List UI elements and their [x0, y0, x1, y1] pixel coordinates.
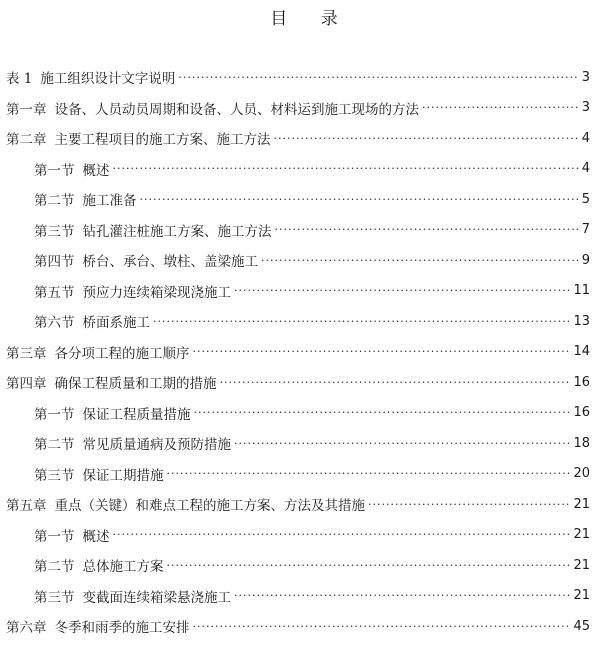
toc-entry-label	[6, 616, 190, 636]
toc-entry-number: 第五章	[6, 498, 47, 515]
toc-section-entry[interactable]	[0, 459, 608, 490]
toc-entry-title: 施工组织设计文字说明	[40, 71, 176, 88]
toc-page-number: 21	[573, 527, 590, 543]
toc-dot-leader	[153, 316, 570, 327]
toc-entry-number: 第二节	[34, 437, 75, 454]
toc-dot-leader	[275, 224, 579, 235]
toc-entry-title: 施工准备	[82, 193, 137, 210]
toc-dot-leader	[261, 255, 579, 266]
toc-entry-number: 第二节	[34, 559, 75, 576]
toc-section-entry[interactable]	[0, 581, 608, 612]
toc-entry-label	[34, 586, 231, 606]
toc-page-number: 21	[573, 496, 590, 512]
toc-entry-label	[34, 159, 110, 179]
toc-entry-label	[6, 494, 365, 514]
toc-entry-number: 第四章	[6, 376, 47, 393]
toc-entry-label	[34, 189, 137, 209]
toc-entry-title: 变截面连续箱梁悬浇施工	[82, 589, 231, 606]
toc-entry-number: 第二节	[34, 193, 75, 210]
toc-dot-leader	[422, 102, 579, 113]
toc-dot-leader	[167, 468, 571, 479]
table-of-contents	[0, 62, 608, 642]
toc-page-number: 18	[573, 435, 590, 451]
toc-entry-label	[34, 464, 164, 484]
toc-entry-label	[34, 555, 164, 575]
toc-entry-title: 主要工程项目的施工方案、施工方法	[54, 132, 271, 149]
toc-entry-title: 保证工期措施	[82, 467, 164, 484]
toc-dot-leader	[194, 407, 571, 418]
toc-entry-title: 概述	[82, 528, 110, 545]
toc-entry-title: 保证工程质量措施	[82, 406, 191, 423]
toc-entry-label	[34, 311, 150, 331]
toc-entry-label	[34, 403, 191, 423]
toc-entry-label	[34, 433, 231, 453]
toc-dot-leader	[274, 133, 579, 144]
toc-entry-title: 总体施工方案	[82, 559, 164, 576]
toc-entry-number: 表 1	[6, 71, 33, 88]
toc-entry-title: 确保工程质量和工期的措施	[54, 376, 217, 393]
toc-page-number: 16	[573, 405, 590, 421]
toc-section-entry[interactable]	[0, 154, 608, 185]
toc-entry-title: 设备、人员动员周期和设备、人员、材料运到施工现场的方法	[54, 101, 419, 118]
toc-page-number: 21	[573, 557, 590, 573]
toc-section-entry[interactable]	[0, 306, 608, 337]
toc-dot-leader	[234, 438, 570, 449]
toc-entry-number: 第四节	[34, 254, 75, 271]
toc-chapter-entry[interactable]	[0, 62, 608, 93]
toc-chapter-entry[interactable]	[0, 337, 608, 368]
toc-dot-leader	[220, 377, 571, 388]
toc-page-number: 11	[573, 283, 590, 299]
toc-dot-leader	[193, 346, 571, 357]
toc-page-number: 5	[581, 191, 590, 207]
toc-chapter-entry[interactable]	[0, 489, 608, 520]
toc-chapter-entry[interactable]	[0, 611, 608, 642]
toc-entry-title: 常见质量通病及预防措施	[82, 437, 231, 454]
toc-dot-leader	[368, 499, 570, 510]
toc-section-entry[interactable]	[0, 276, 608, 307]
toc-entry-title: 桥台、承台、墩柱、盖梁施工	[82, 254, 258, 271]
toc-section-entry[interactable]	[0, 245, 608, 276]
toc-page-number: 13	[573, 313, 590, 329]
toc-entry-number: 第一节	[34, 162, 75, 179]
toc-page-number: 9	[581, 252, 590, 268]
toc-entry-label	[34, 220, 272, 240]
toc-dot-leader	[193, 621, 571, 632]
toc-page-number: 3	[581, 100, 590, 116]
toc-entry-number: 第二章	[6, 132, 47, 149]
toc-entry-number: 第六章	[6, 620, 47, 637]
toc-entry-title: 重点（关键）和难点工程的施工方案、方法及其措施	[54, 498, 365, 515]
toc-entry-number: 第三节	[34, 223, 75, 240]
toc-dot-leader	[113, 529, 571, 540]
toc-page-number: 3	[581, 69, 590, 85]
toc-entry-title: 预应力连续箱梁现浇施工	[82, 284, 231, 301]
toc-dot-leader	[113, 163, 579, 174]
toc-page-number: 4	[581, 161, 590, 177]
toc-entry-label	[34, 281, 231, 301]
toc-section-entry[interactable]	[0, 550, 608, 581]
toc-page-number: 16	[573, 374, 590, 390]
toc-entry-number: 第三节	[34, 589, 75, 606]
toc-entry-number: 第六节	[34, 315, 75, 332]
toc-entry-label	[34, 525, 110, 545]
toc-dot-leader	[178, 72, 578, 83]
toc-entry-number: 第三节	[34, 467, 75, 484]
toc-dot-leader	[140, 194, 579, 205]
toc-section-entry[interactable]	[0, 428, 608, 459]
toc-dot-leader	[167, 560, 571, 571]
toc-entry-title: 各分项工程的施工顺序	[54, 345, 190, 362]
toc-entry-label	[6, 128, 271, 148]
toc-chapter-entry[interactable]	[0, 123, 608, 154]
toc-entry-number: 第一节	[34, 528, 75, 545]
toc-entry-number: 第一章	[6, 101, 47, 118]
toc-section-entry[interactable]	[0, 184, 608, 215]
toc-page-number: 20	[573, 466, 590, 482]
toc-page-number: 14	[573, 344, 590, 360]
toc-chapter-entry[interactable]	[0, 367, 608, 398]
toc-page-number: 21	[573, 588, 590, 604]
toc-entry-number: 第五节	[34, 284, 75, 301]
toc-entry-label	[6, 67, 175, 87]
toc-chapter-entry[interactable]	[0, 93, 608, 124]
toc-entry-title: 冬季和雨季的施工安排	[54, 620, 190, 637]
toc-entry-number: 第三章	[6, 345, 47, 362]
toc-entry-title: 概述	[82, 162, 110, 179]
page-title: 目 录	[270, 9, 352, 29]
toc-page-number: 7	[581, 222, 590, 238]
toc-dot-leader	[234, 285, 570, 296]
toc-page-number: 4	[581, 130, 590, 146]
toc-entry-label	[6, 372, 217, 392]
toc-section-entry[interactable]	[0, 520, 608, 551]
toc-entry-number: 第一节	[34, 406, 75, 423]
toc-entry-label	[6, 342, 190, 362]
toc-dot-leader	[234, 590, 570, 601]
toc-entry-title: 桥面系施工	[82, 315, 150, 332]
toc-page-number: 45	[573, 618, 590, 634]
toc-entry-label	[6, 98, 419, 118]
toc-section-entry[interactable]	[0, 215, 608, 246]
toc-section-entry[interactable]	[0, 398, 608, 429]
toc-entry-label	[34, 250, 258, 270]
toc-entry-title: 钻孔灌注桩施工方案、施工方法	[82, 223, 272, 240]
